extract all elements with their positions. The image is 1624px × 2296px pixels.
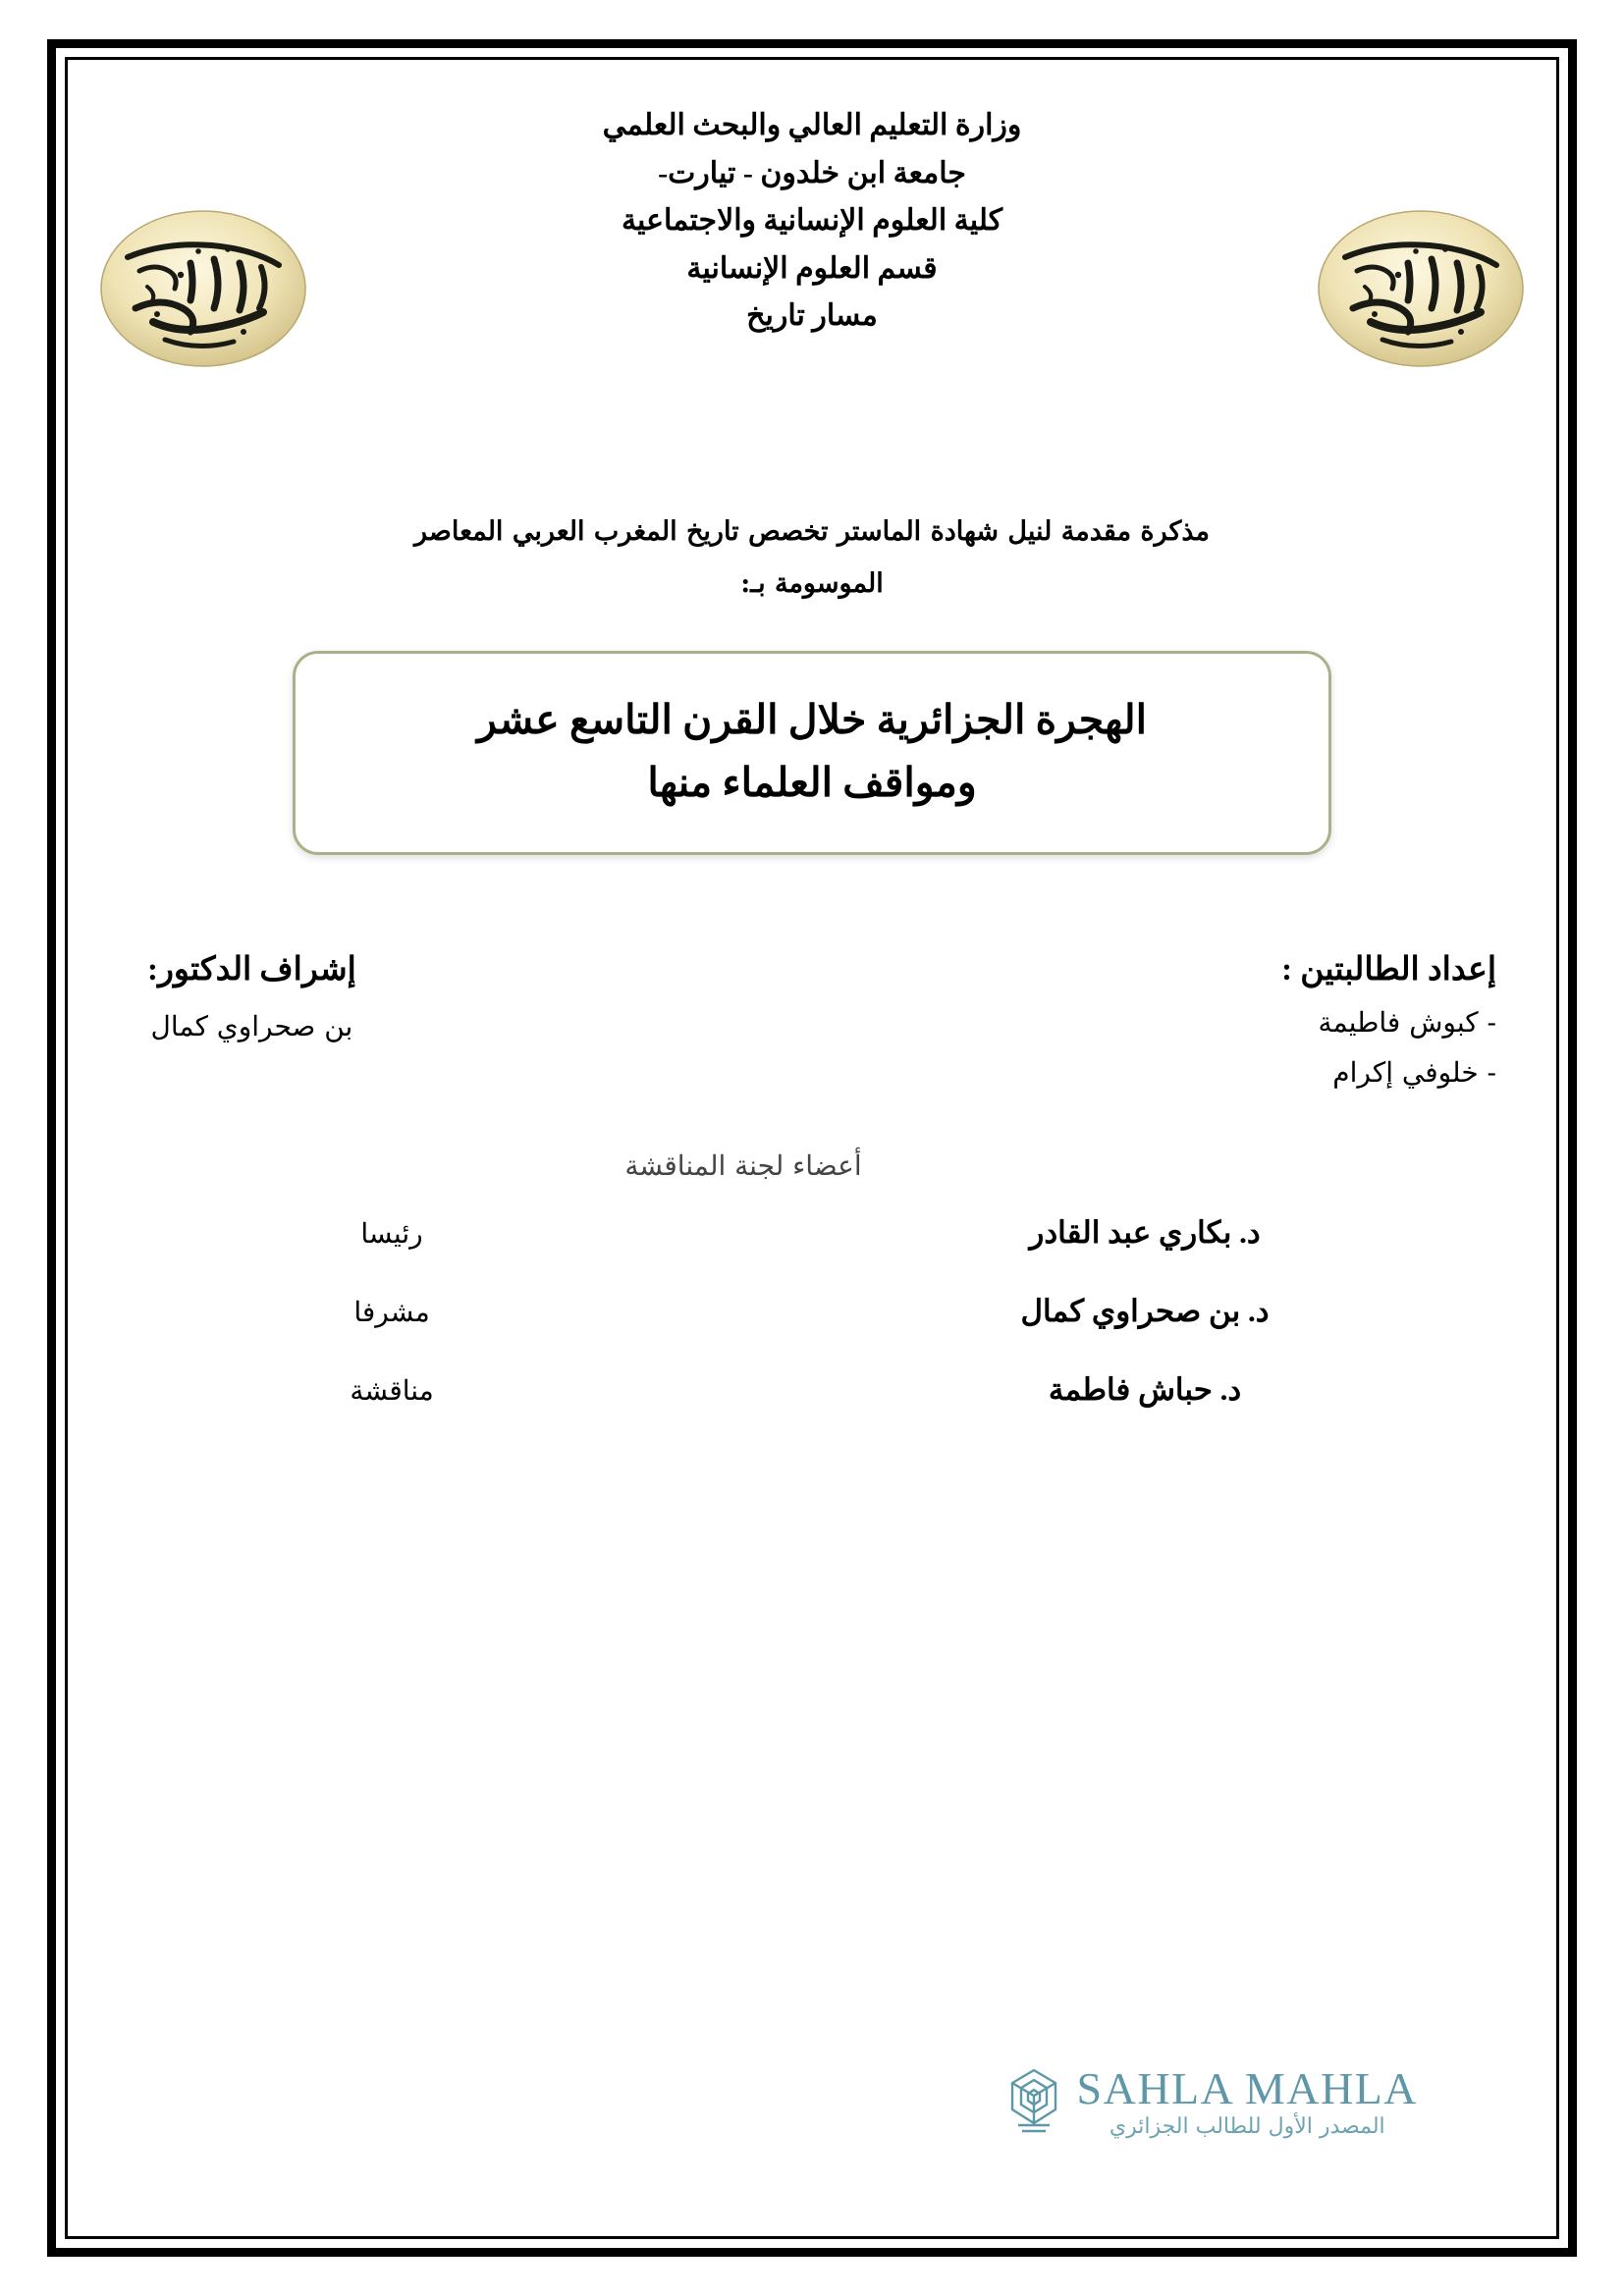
ministry-line: وزارة التعليم العالي والبحث العلمي — [602, 109, 1022, 141]
thesis-title-line1: الهجرة الجزائرية خلال القرن التاسع عشر — [477, 696, 1147, 742]
students-block — [1281, 949, 1496, 1089]
students-heading: إعداد الطالبتين : — [1281, 952, 1496, 988]
degree-statement-line1: مذكرة مقدمة لنيل شهادة الماستر تخصص تاريخ المغرب العربي المعاصر — [414, 516, 1210, 547]
student-name: - خلوفي إكرام — [1332, 1056, 1496, 1090]
jury-heading: أعضاء لجنة المناقشة — [624, 1149, 862, 1183]
supervisor-name: بن صحراوي كمال — [150, 1010, 353, 1043]
jury-member-role: مشرفا — [353, 1296, 430, 1329]
university-line: جامعة ابن خلدون - تيارت- — [658, 156, 966, 189]
track-line: مسار تاريخ — [746, 299, 878, 333]
ibn-khaldoun-university-seal-icon — [1314, 206, 1528, 371]
faculty-line: كلية العلوم الإنسانية والاجتماعية — [621, 204, 1003, 238]
sahla-mahla-watermark — [1004, 2062, 1418, 2139]
jury-row — [88, 1294, 1536, 1329]
jury-member-role: مناقشة — [350, 1374, 434, 1408]
watermark-brand: SAHLA MAHLA — [1076, 2062, 1418, 2113]
thesis-title-line2: ومواقف العلماء منها — [647, 760, 977, 806]
supervisor-heading: إشراف الدكتور: — [147, 952, 356, 988]
authors-and-supervisor — [88, 949, 1536, 1089]
watermark-text — [1076, 2062, 1418, 2139]
page-content — [88, 80, 1536, 2216]
sahla-mahla-logo-icon — [1004, 2066, 1063, 2139]
department-line: قسم العلوم الإنسانية — [686, 251, 938, 285]
student-name: - كبوش فاطيمة — [1318, 1006, 1496, 1040]
page-header — [88, 80, 1536, 465]
jury-member-name: د. بكاري عبد القادر — [1029, 1215, 1261, 1251]
watermark-tagline: المصدر الأول للطالب الجزائري — [1109, 2113, 1385, 2139]
jury-section — [88, 1149, 1536, 1408]
jury-row — [88, 1215, 1536, 1251]
degree-statement-line2: الموسومة بـ: — [740, 567, 884, 599]
ibn-khaldoun-university-seal-icon — [96, 206, 310, 371]
jury-list — [88, 1215, 1536, 1408]
thesis-title-box — [293, 651, 1331, 855]
degree-statement — [88, 507, 1536, 610]
jury-member-name: د. بن صحراوي كمال — [1020, 1294, 1270, 1329]
jury-member-role: رئيسا — [360, 1217, 423, 1251]
jury-row — [88, 1372, 1536, 1408]
jury-member-name: د. حباش فاطمة — [1048, 1372, 1242, 1408]
supervisor-block — [147, 949, 356, 1089]
